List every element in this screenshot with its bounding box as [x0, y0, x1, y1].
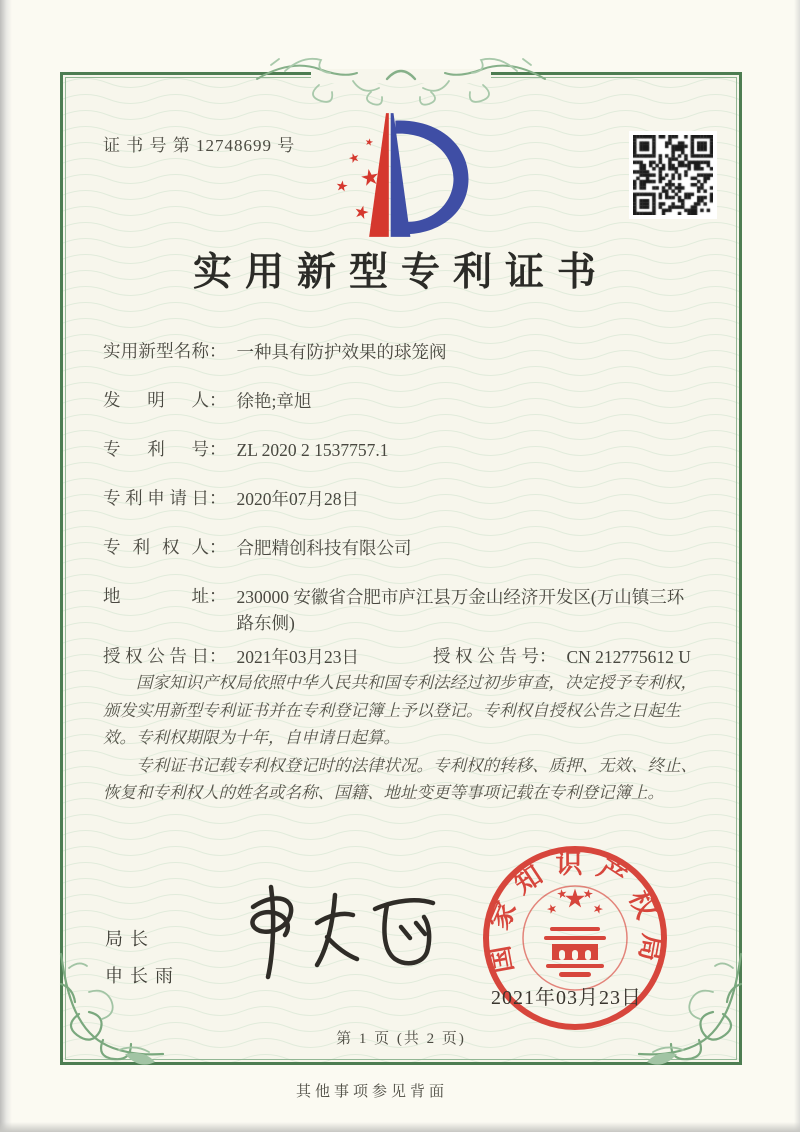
scan-edge-bottom: [0, 1122, 800, 1132]
field-value: ZL 2020 2 1537757.1: [236, 440, 389, 460]
certificate-title: 实用新型专利证书: [192, 251, 609, 294]
field-value: 2020年07月28日: [236, 489, 359, 509]
legal-paragraph-1: 国家知识产权局依照中华人民共和国专利法经过初步审查，决定授予专利权，颁发实用新型专利证书并在专利登记簿上予以登记。专利权自授权公告之日起生效。专利权期限为十年，自申请日起算。: [103, 673, 697, 747]
colon: ：: [209, 586, 227, 606]
national-emblem: [544, 888, 606, 977]
field-value: 合肥精创科技有限公司: [236, 538, 412, 558]
colon: ：: [209, 488, 227, 508]
director-signature: [213, 875, 463, 990]
top-flourish-ornament: [241, 39, 561, 115]
seal-date: 2021年03月23日: [491, 987, 642, 1009]
field-row-patentee: [103, 535, 705, 561]
field-row-patent-no: [103, 437, 705, 463]
scan-edge-right: [794, 0, 800, 1132]
field-row-grant: [103, 644, 705, 670]
grant-date-pair: [103, 644, 433, 670]
field-value: 徐艳;章旭: [236, 391, 312, 411]
signer-name: 申长雨: [105, 966, 180, 986]
back-side-note: 其他事项参见背面: [295, 1084, 448, 1100]
grant-no-pair: [433, 644, 691, 670]
field-value: 230000 安徽省合肥市庐江县万金山经济开发区(万山镇三环路东侧): [236, 587, 685, 633]
field-label: 授权公告日: [103, 646, 209, 666]
legal-text: [103, 669, 707, 807]
field-label: 发明人: [103, 390, 209, 410]
colon: ：: [209, 439, 227, 459]
signer-title: 局长: [105, 929, 155, 949]
field-label: 专利申请日: [103, 488, 209, 508]
qr-code: [629, 131, 717, 219]
colon: ：: [209, 341, 227, 361]
certificate-number: 证 书 号 第 12748699 号: [103, 136, 296, 155]
page-number: 第 1 页 (共 2 页): [336, 1031, 466, 1047]
fields-section: [103, 339, 705, 693]
scan-edge-left: [0, 0, 12, 1132]
colon: ：: [209, 537, 227, 557]
field-row-inventor: [103, 388, 705, 414]
colon: ：: [209, 390, 227, 410]
certificate-border-frame: [60, 72, 742, 1065]
field-row-filing-date: [103, 486, 705, 512]
grant-no-value: CN 212775612 U: [566, 647, 691, 667]
cnipa-logo: [326, 109, 476, 241]
grant-date-value: 2021年03月23日: [236, 647, 359, 667]
field-row-address: [103, 584, 705, 636]
field-row-name: [103, 339, 705, 365]
legal-paragraph-2: 专利证书记载专利权登记时的法律状况。专利权的转移、质押、无效、终止、恢复和专利权人的姓名或名称、国籍、地址变更等事项记载在专利登记簿上。: [103, 755, 697, 802]
field-label: 授权公告号: [433, 646, 539, 666]
colon: ：: [539, 646, 557, 666]
field-value: 一种具有防护效果的球笼阀: [236, 342, 447, 362]
field-label: 专利权人: [103, 537, 209, 557]
field-label: 地址: [103, 586, 209, 606]
colon: ：: [209, 646, 227, 666]
seal-text: 国家知识产权局: [481, 848, 669, 976]
field-label: 专利号: [103, 439, 209, 459]
field-label: 实用新型名称: [103, 341, 209, 361]
signer-block: [105, 921, 180, 995]
